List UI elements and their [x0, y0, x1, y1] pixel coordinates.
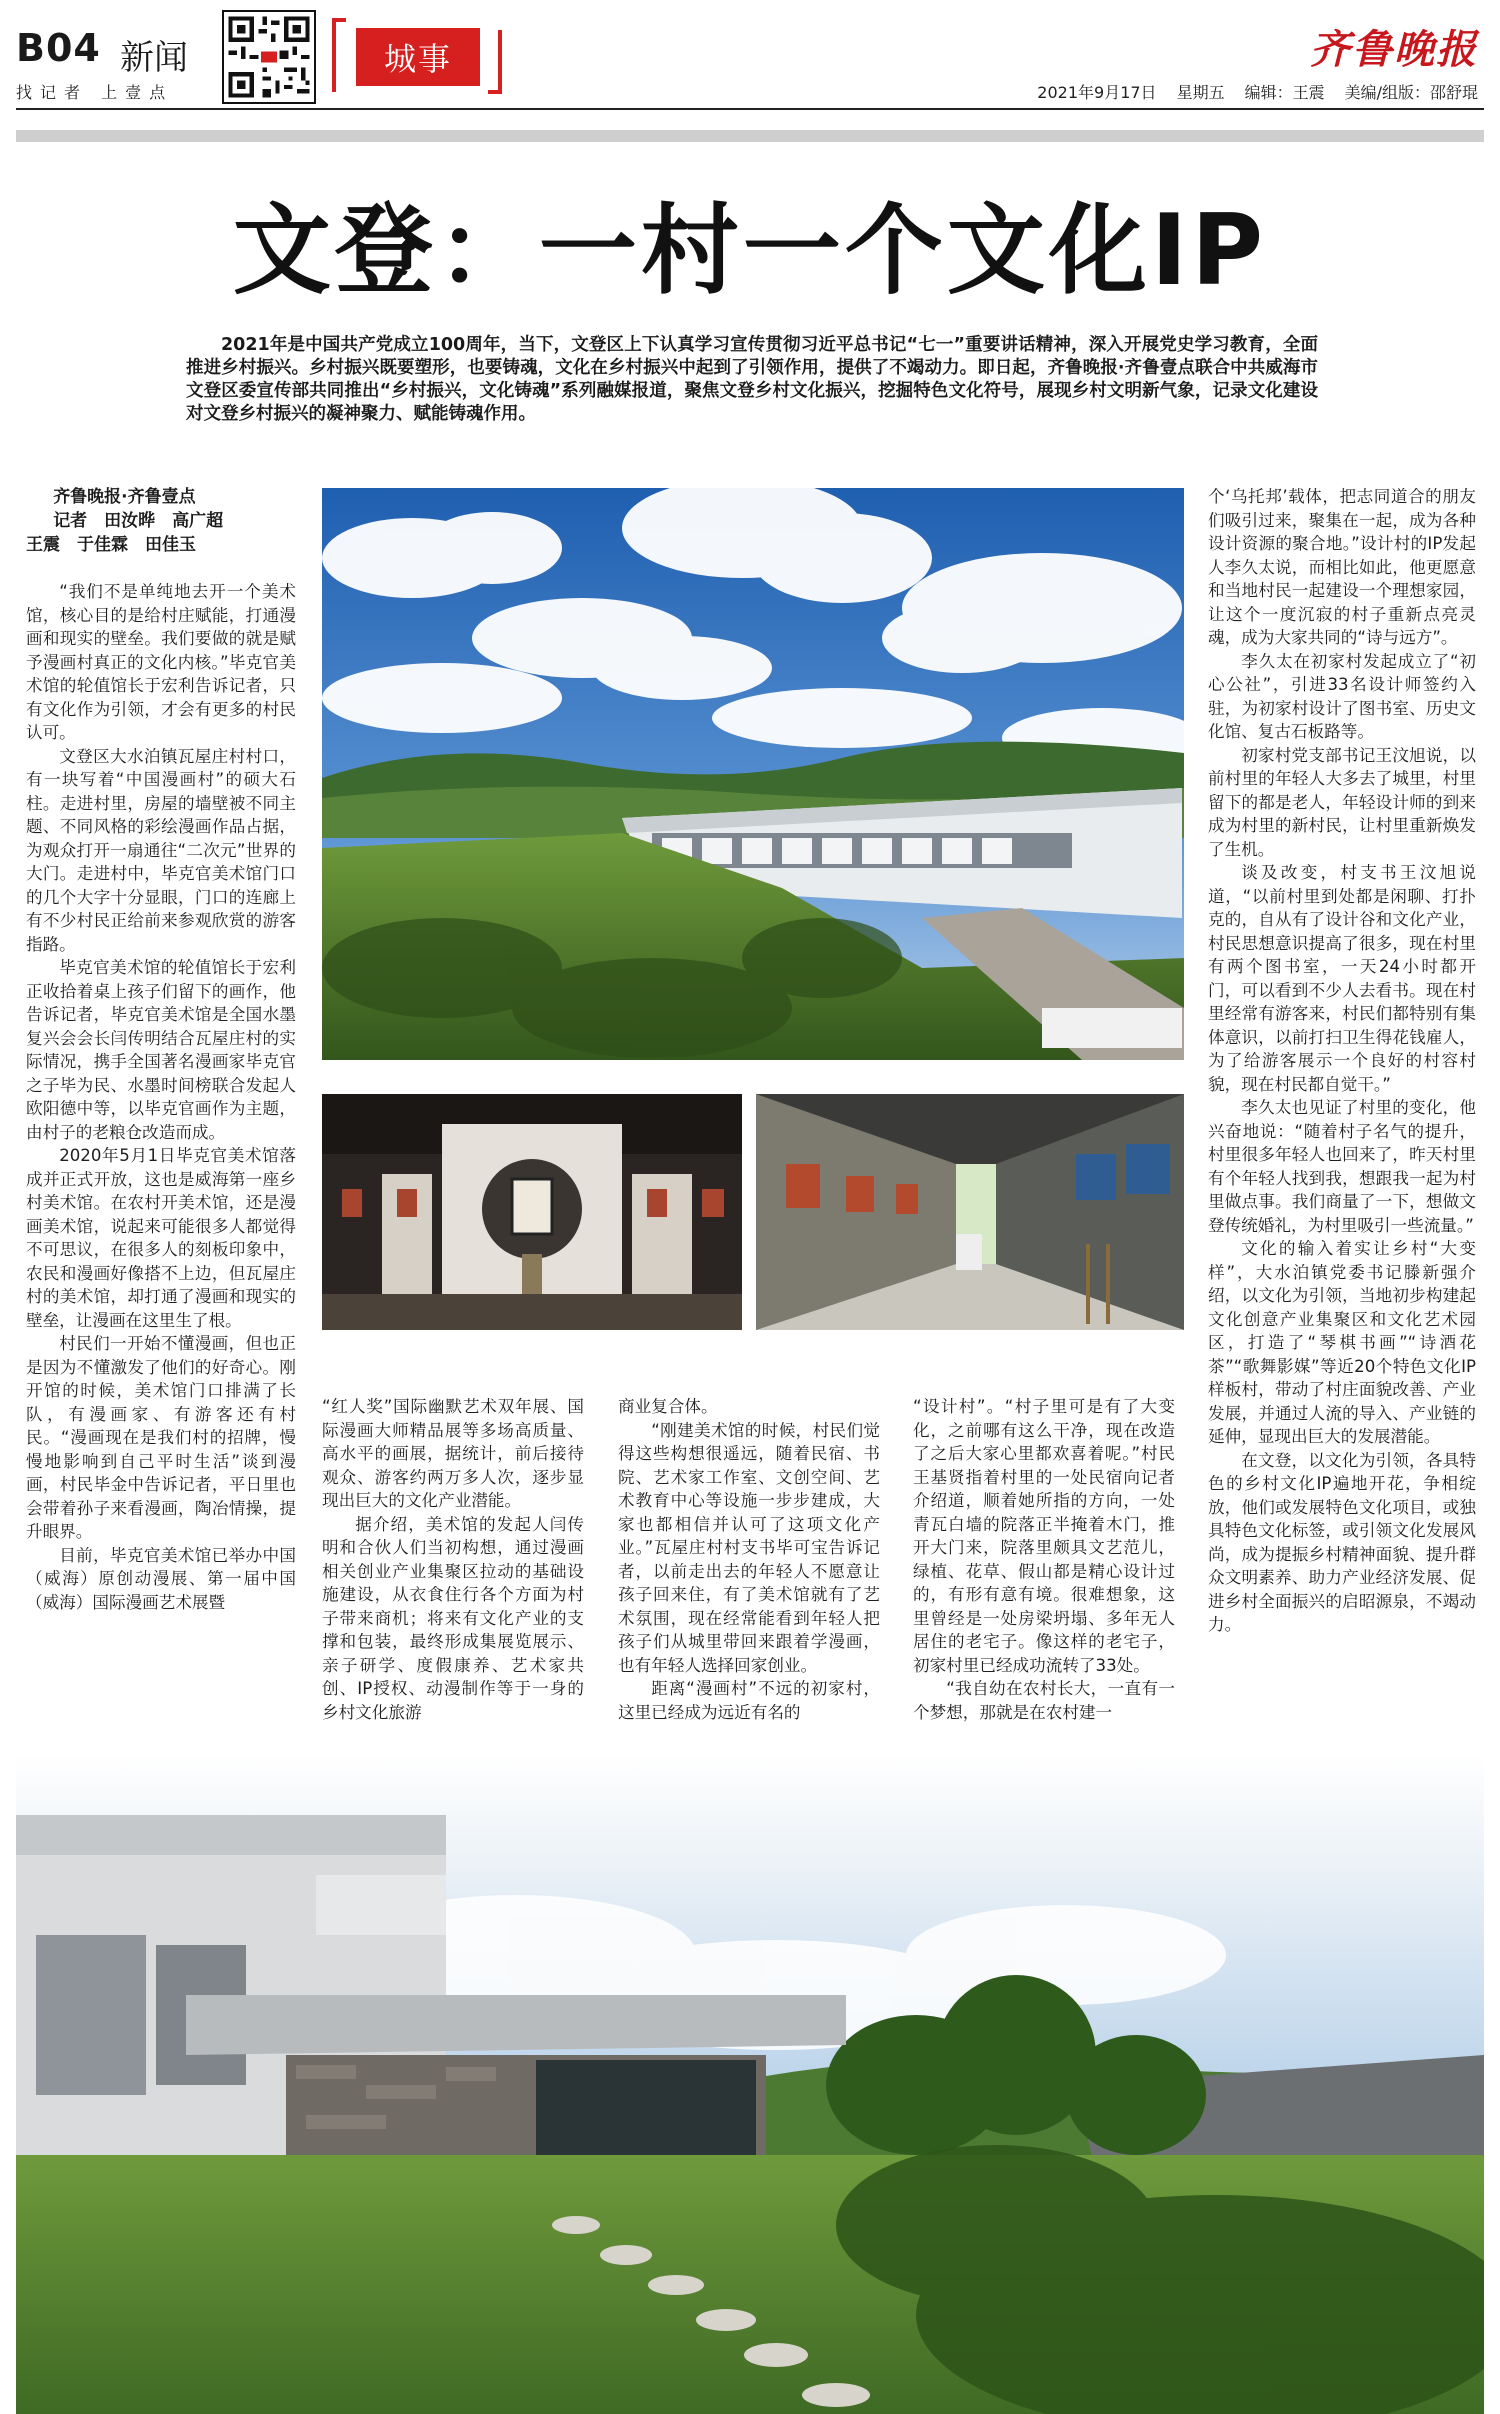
- section-name: 新闻: [120, 38, 188, 78]
- paragraph: 个‘乌托邦’载体，把志同道合的朋友们吸引过来，聚集在一起，成为各种设计资源的聚合地。”设计村的IP发起人李久太说，而相比如此，他更愿意和当地村民一起建设一个理想家园，让这个一度沉寂的村子重新点亮灵魂，成为大家共同的“诗与远方”。: [1208, 487, 1476, 647]
- paragraph: 毕克官美术馆的轮值馆长于宏利正收拾着桌上孩子们留下的画作，他告诉记者，毕克官美术馆是全国水墨复兴会会长闫传明结合瓦屋庄村的实际情况，携手全国著名漫画家毕克官之子毕为民、水墨时间榜联合发起人欧阳德中等，以毕克官画作为主题，由村子的老粮仓改造而成。: [26, 958, 296, 1142]
- paragraph: 在文登，以文化为引领，各具特色的乡村文化IP遍地开花，争相绽放，他们或发展特色文化项目，或独具特色文化标签，或引领文化发展风尚，成为提振乡村精神面貌、提升群众文明素养、助力产业经济发展、促进乡村全面振兴的启昭源泉，不竭动力。: [1208, 1450, 1476, 1634]
- paragraph: 谈及改变，村支书王汶旭说道，“以前村里到处都是闲聊、打扑克的，自从有了设计谷和文化产业，村民思想意识提高了很多，现在村里有两个图书室，一天24小时都开门，可以看到不少人去看书。现在村里经常有游客来，村民们都特别有集体意识，以前打扫卫生得花钱雇人，为了给游客展示一个良好的村容村貌，现在村民都自觉干。”: [1208, 863, 1476, 1094]
- paragraph: 据介绍，美术馆的发起人闫传明和合伙人们当初构想，通过漫画相关创业产业集聚区拉动的基础设施建设，从衣食住行各个方面为村子带来商机；将来有文化产业的支撑和包装，最终形成集展览展示、亲子研学、度假康养、艺术家共创、IP授权、动漫制作等于一身的乡村文化旅游: [322, 1514, 584, 1722]
- issue-weekday: 星期五: [1176, 83, 1225, 102]
- editor-credit: 编辑：王震: [1244, 83, 1325, 102]
- designer-credit: 美编/组版：邵舒琨: [1344, 83, 1478, 102]
- paragraph: 李久太也见证了村里的变化，他兴奋地说：“随着村子名气的提升，村里很多年轻人也回来了，昨天村里有个年轻人找到我，想跟我一起为村里做点事。我们商量了一下，想做文登传统婚礼，为村里吸引一些流量。”: [1208, 1098, 1476, 1235]
- paragraph: “刚建美术馆的时候，村民们觉得这些构想很遥远，随着民宿、书院、艺术家工作室、文创空间、艺术教育中心等设施一步步建成，大家也都相信并认可了这项文化产业。”瓦屋庄村村支书毕可宝告诉记者，以前走出去的年轻人不愿意让孩子回来住，有了美术馆就有了艺术氛围，现在经常能看到年轻人把孩子们从城里带回来跟着学漫画，也有年轻人选择回家创业。: [618, 1420, 880, 1675]
- paragraph: 商业复合体。: [618, 1397, 718, 1416]
- photo-gallery-corridor: [756, 1094, 1184, 1330]
- article-column-4: [913, 1395, 1175, 1760]
- slogan: 找记者 上壹点: [16, 83, 174, 102]
- header-band: [16, 130, 1484, 142]
- paragraph: “我们不是单纯地去开一个美术馆，核心目的是给村庄赋能，打通漫画和现实的壁垒。我们要做的就是赋予漫画村真正的文化内核。”毕克官美术馆的轮值馆长于宏利告诉记者，只有文化作为引领，才会有更多的村民认可。: [26, 582, 296, 742]
- issue-meta: [1037, 80, 1478, 103]
- paragraph: 目前，毕克官美术馆已举办中国（威海）原创动漫展、第一届中国（威海）国际漫画艺术展暨: [26, 1545, 296, 1612]
- header-rule: [16, 108, 1484, 110]
- byline-outlet: 齐鲁晚报·齐鲁壹点: [53, 487, 196, 507]
- column-label: 城事: [356, 28, 480, 86]
- lead-paragraph: 2021年是中国共产党成立100周年，当下，文登区上下认真学习宣传贯彻习近平总书记“七一”重要讲话精神，深入开展党史学习教育，全面推进乡村振兴。乡村振兴既要塑形，也要铸魂，文化在乡村振兴中起到了引领作用，提供了不竭动力。即日起，齐鲁晚报·齐鲁壹点联合中共威海市文登区委宣传部共同推出“乡村振兴，文化铸魂”系列融媒报道，聚焦文登乡村文化振兴，挖掘特色文化符号，展现乡村文明新气象，记录文化建设对文登乡村振兴的凝神聚力、赋能铸魂作用。: [186, 335, 1318, 424]
- column-tag: [332, 10, 502, 90]
- article-column-2: [322, 1395, 584, 1760]
- page-code: B04: [16, 26, 101, 70]
- article-column-3: [618, 1395, 880, 1760]
- paragraph: 李久太在初家村发起成立了“初心公社”，引进33名设计师签约入驻，为初家村设计了图书室、历史文化馆、复古石板路等。: [1208, 651, 1476, 741]
- headline: 文登：一村一个文化IP: [232, 194, 1268, 308]
- photo-gallery-interior: [322, 1094, 742, 1330]
- paragraph: 村民们一开始不懂漫画，但也正是因为不懂激发了他们的好奇心。刚开馆的时候，美术馆门口排满了长队，有漫画家、有游客还有村民。“漫画现在是我们村的招牌，慢慢地影响到自己平时生活”谈到漫画，村民毕金中告诉记者，平日里也会带着孙子来看漫画，陶冶情操，提升眼界。: [26, 1334, 296, 1541]
- paragraph: “设计村”。“村子里可是有了大变化，之前哪有这么干净，现在改造了之后大家心里都欢喜着呢。”村民王基贤指着村里的一处民宿向记者介绍道，顺着她所指的方向，一处青瓦白墙的院落正半掩着木门，推开大门来，院落里颇具文艺范儿，绿植、花草、假山都是精心设计过的，有形有意有境。很难想象，这里曾经是一处房梁坍塌、多年无人居住的老宅子。像这样的老宅子，初家村里已经成功流转了33处。: [913, 1397, 1175, 1675]
- paragraph: 初家村党支部书记王汶旭说，以前村里的年轻人大多去了城里，村里留下的都是老人，年轻设计师的到来成为村里的新村民，让村里重新焕发了生机。: [1208, 745, 1476, 859]
- masthead-logo: 齐鲁晚报: [1310, 26, 1478, 73]
- paragraph: 2020年5月1日毕克官美术馆落成并正式开放，这也是威海第一座乡村美术馆。在农村开美术馆，还是漫画美术馆，说起来可能很多人都觉得不可思议，在很多人的刻板印象中，农民和漫画好像搭不上边，但瓦屋庄村的美术馆，却打通了漫画和现实的壁垒，让漫画在这里生了根。: [26, 1146, 296, 1330]
- byline-reporters-2: 王震 于佳霖 田佳玉: [26, 535, 196, 555]
- paragraph: 距离“漫画村”不远的初家村，这里已经成为远近有名的: [618, 1679, 880, 1722]
- qr-code-icon[interactable]: [222, 10, 316, 104]
- byline: [26, 485, 296, 557]
- paragraph: “红人奖”国际幽默艺术双年展、国际漫画大师精品展等多场高质量、高水平的画展，据统计，前后接待观众、游客约两万多人次，逐步显现出巨大的文化产业潜能。: [322, 1397, 584, 1510]
- photo-village-architecture: [16, 1755, 1484, 2414]
- article-column-1: [26, 580, 296, 1695]
- issue-date: 2021年9月17日: [1037, 83, 1157, 102]
- paragraph: 文化的输入着实让乡村“大变样”，大水泊镇党委书记滕新强介绍，以文化为引领，当地初步构建起文化创意产业集聚区和文化艺术园区，打造了“琴棋书画”“诗酒花茶”“歌舞影媒”等近20个特色文化IP样板村，带动了村庄面貌改善、产业发展，并通过人流的导入、产业链的延伸，显现出巨大的发展潜能。: [1208, 1239, 1476, 1446]
- paragraph: “我自幼在农村长大，一直有一个梦想，那就是在农村建一: [913, 1679, 1175, 1722]
- paragraph: 文登区大水泊镇瓦屋庄村村口，有一块写着“中国漫画村”的硕大石柱。走进村里，房屋的墙壁被不同主题、不同风格的彩绘漫画作品占据，为观众打开一扇通往“二次元”世界的大门。走进村中，毕克官美术馆门口的几个大字十分显眼，门口的连廊上有不少村民正给前来参观欣赏的游客指路。: [26, 746, 296, 954]
- article-column-5: [1208, 485, 1476, 1762]
- photo-art-museum-exterior: [322, 488, 1184, 1060]
- byline-reporters: 记者 田汝晔 高广超: [53, 511, 224, 531]
